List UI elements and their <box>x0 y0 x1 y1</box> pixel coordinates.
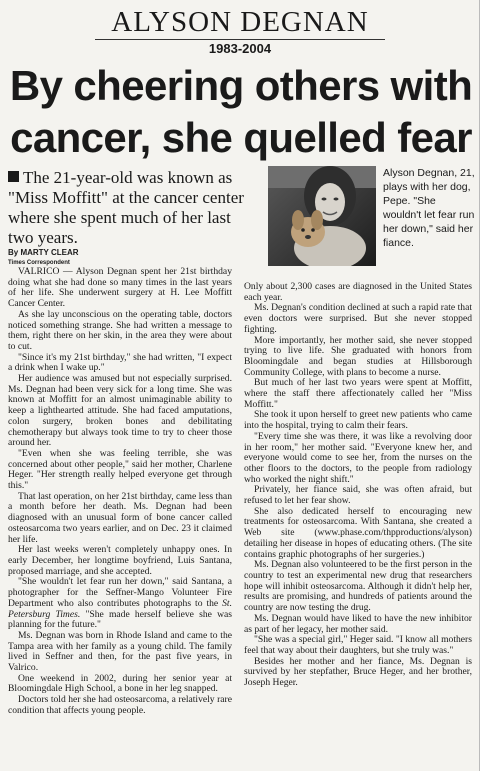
article-column-2 <box>244 282 472 689</box>
paragraph: Her last weeks weren't completely unhappy ones. In early December, her longtime boyfriend, Luis Santana, proposed marriage, and she accepted. <box>8 544 232 577</box>
paragraph: Only about 2,300 cases are diagnosed in the United States each year. <box>244 281 472 303</box>
paragraph <box>8 577 232 631</box>
dek-text: The 21-year-old was known as "Miss Moffitt" at the cancer center where she spent much of her last two years. <box>8 168 244 247</box>
dek <box>8 168 258 248</box>
paragraph: As she lay unconscious on the operating table, doctors noticed something strange. She had written a message to them, right there on her skin, in the area they were about to cut. <box>8 308 232 352</box>
header-rule <box>95 39 385 40</box>
paragraph-text: "She wouldn't let fear run her down," said Santana, a photographer for the Seffner-Mango Volunteer Fire Department who also contributes photographs to the <box>8 576 232 609</box>
paragraph: She also dedicated herself to encouraging new treatments for osteosarcoma. With Santana, she created a Web site (www.phase.com/thpproductions/alyson) detailing her disease in hopes of educating others. (The site contains graphic photographs of her surgeries.) <box>244 505 472 560</box>
paragraph: Ms. Degnan was born in Rhode Island and came to the Tampa area with her family as a young child. The family lived in Seffner and then, for the past five years, in Valrico. <box>8 629 232 674</box>
paragraph: Privately, her fiance said, she was often afraid, but refused to let her fear show. <box>244 484 472 507</box>
square-bullet-icon <box>8 171 19 182</box>
paragraph: Ms. Degnan's condition declined at such a rapid rate that even doctors were surprised. But she never stopped fighting. <box>244 302 472 335</box>
paragraph: Her audience was amused but not especially surprised. Ms. Degnan had been very sick for a long time. She was known at Moffitt for an almost unimaginable ability to keep a lighthearted attitude. She had faced amputations, colon surgery, broken bones and debilitating chemotherapy but always took time to try to cheer those around her. <box>8 373 232 449</box>
paragraph: More importantly, her mother said, she never stopped trying to live life. She graduated with honors from Bloomingdale and began studies at Hillsborough Community College, with plans to become a nurse. <box>244 334 472 378</box>
publication-name: St. Petersburg Times. <box>8 597 232 620</box>
headline: By cheering others with cancer, she quelled fear <box>9 62 473 161</box>
paragraph: One weekend in 2002, during her senior year at Bloomingdale High School, a bone in her leg snapped. <box>8 672 232 695</box>
paragraph: Ms. Degnan would have liked to have the new inhibitor as part of her legacy, her mother said. <box>244 612 472 635</box>
portrait-photo-image <box>268 166 376 266</box>
paragraph: "Even when she was feeling terrible, she was concerned about other people," said her mother, Charlene Heger. "Her strength really helped everyone get through this." <box>8 447 232 492</box>
byline <box>8 248 79 268</box>
paragraph: "She was a special girl," Heger said. "I know all mothers feel that way about their daughters, but she truly was." <box>244 634 472 656</box>
paragraph: "Every time she was there, it was like a revolving door in her room," her mother said. "Everyone knew her, and everyone would come to see her, from the nurses on the other floors to the doctors, to the people from radiology who worked the night shift." <box>244 430 472 485</box>
paragraph: She took it upon herself to greet new patients who came into the hospital, trying to calm their fears. <box>244 409 472 432</box>
obituary-name: ALYSON DEGNAN <box>111 6 369 38</box>
obituary-years: 1983-2004 <box>208 41 272 56</box>
paragraph-text: "She made herself believe she was planning for the future." <box>8 608 233 631</box>
article-column-1 <box>8 267 232 717</box>
paragraph: "Since it's my 21st birthday," she had written, "I expect a drink when I wake up." <box>8 351 232 374</box>
photo-caption: Alyson Degnan, 21, plays with her dog, Pepe. "She wouldn't let fear run her down," said her fiance. <box>383 167 475 249</box>
byline-role: Times Correspondent <box>8 260 70 266</box>
paragraph: But much of her last two years were spent at Moffitt, where the staff there affectionately called her "Miss Moffitt." <box>244 377 472 410</box>
byline-author: By MARTY CLEAR <box>8 248 79 257</box>
paragraph: Ms. Degnan also volunteered to be the first person in the country to test an experimental new drug that researchers hope will inhibit osteosarcoma. Although it didn't help her, results are promising, and hundreds of patients around the country are now testing the drug. <box>244 559 472 614</box>
paragraph: Doctors told her she had osteosarcoma, a relatively rare condition that affects young people. <box>8 694 232 716</box>
paragraph: That last operation, on her 21st birthday, came less than a month before her death. Ms. Degnan had been diagnosed with an unusual form of bone cancer called osteosarcoma two years earlier, and on Dec. 23 it claimed her life. <box>8 490 232 545</box>
paragraph: VALRICO — Alyson Degnan spent her 21st birthday doing what she had done so many times in the last years of her life. She underwent surgery at H. Lee Moffitt Cancer Center. <box>8 266 232 310</box>
paragraph: Besides her mother and her fiance, Ms. Degnan is survived by her stepfather, Bruce Heger, and her brother, Joseph Heger. <box>244 655 472 689</box>
portrait-photo <box>268 166 376 266</box>
